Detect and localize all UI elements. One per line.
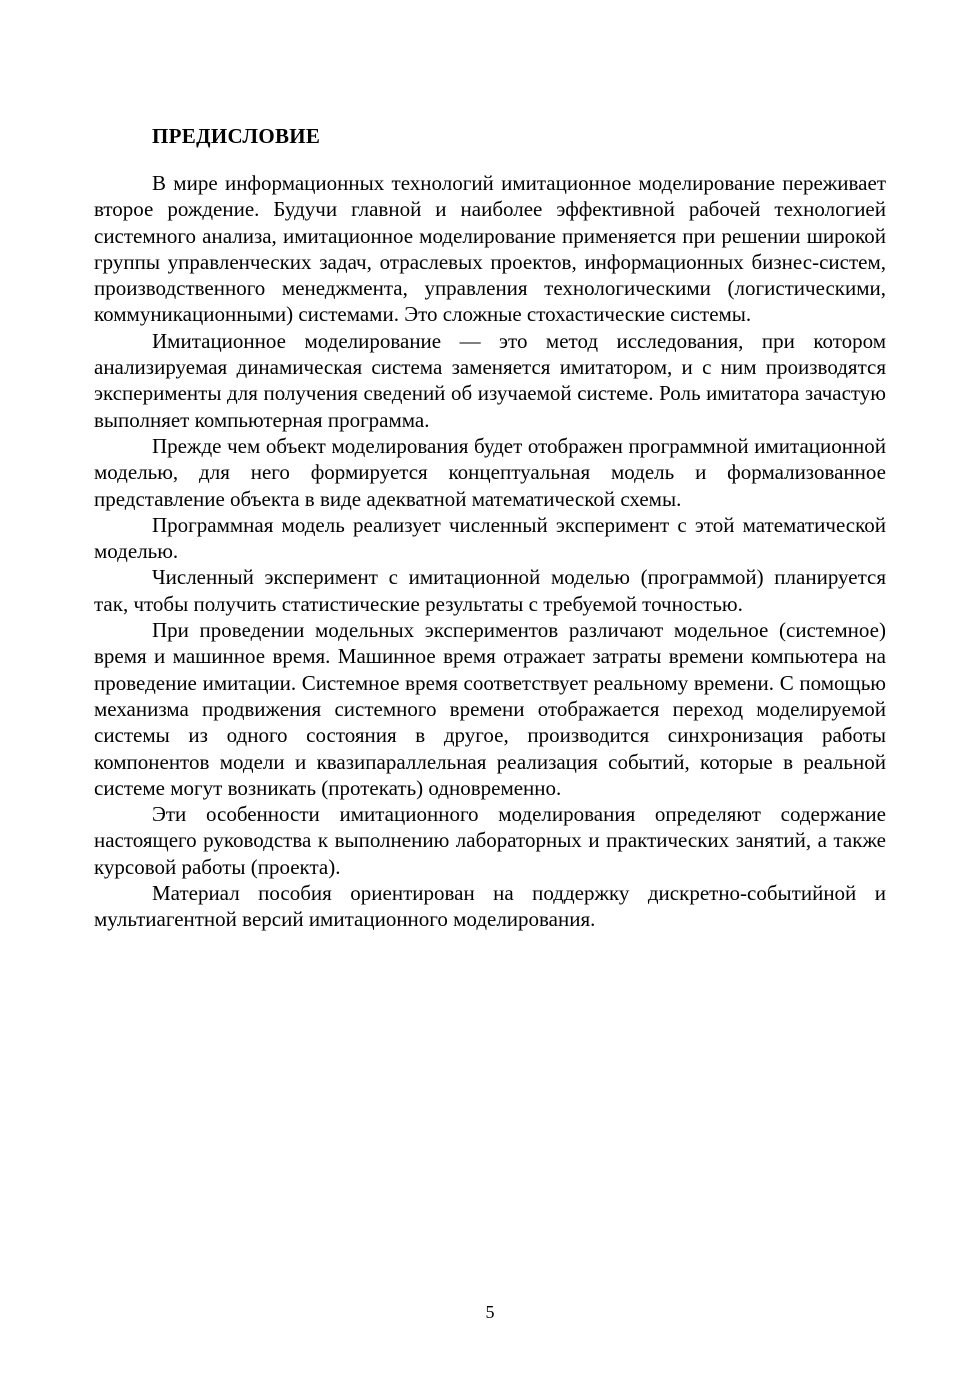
paragraph: Материал пособия ориентирован на поддержку дискретно-событийной и мультиагентной версий имитационного моделирования. — [94, 881, 886, 932]
paragraph: Эти особенности имитационного моделирования определяют содержание настоящего руководства к выполнению лабораторных и практических занятий, а также курсовой работы (проекта). — [94, 802, 886, 879]
paragraph: Численный эксперимент с имитационной моделью (программой) планируется так, чтобы получить статистические результаты с требуемой точностью. — [94, 565, 886, 616]
paragraph: Прежде чем объект моделирования будет отображен программной имитационной моделью, для него формируется концептуальная модель и формализованное представление объекта в виде адекватной математической схемы. — [94, 433, 886, 511]
paragraph: Программная модель реализует численный эксперимент с этой математической моделью. — [94, 512, 886, 564]
section-heading: ПРЕДИСЛОВИЕ — [152, 124, 321, 148]
paragraph: В мире информационных технологий имитационное моделирование переживает второе рождение. Будучи главной и наиболее эффективной рабочей технологией системного анализа, имитационное моделирование применяется при решении широкой группы управленческих задач, отраслевых проектов, информационных бизнес-систем, производственного менеджмента, управления технологическими (логистическими, коммуникационными) системами. Это сложные стохастические системы. — [94, 171, 886, 327]
paragraph: Имитационное моделирование — это метод исследования, при котором анализируемая динамическая система заменяется имитатором, и с ним производятся эксперименты для получения сведений об изучаемой системе. Роль имитатора зачастую выполняет компьютерная программа. — [94, 328, 886, 432]
body-text — [94, 170, 886, 933]
page-number: 5 — [485, 1302, 495, 1322]
paragraph: При проведении модельных экспериментов различают модельное (системное) время и машинное время. Машинное время отражает затраты времени компьютера на проведение имитации. Системное время соответствует реальному времени. С помощью механизма продвижения системного времени отображается переход моделируемой системы из одного состояния в другое, производится синхронизация работы компонентов модели и квазипараллельная реализация событий, которые в реальной системе могут возникать (протекать) одновременно. — [94, 618, 886, 800]
